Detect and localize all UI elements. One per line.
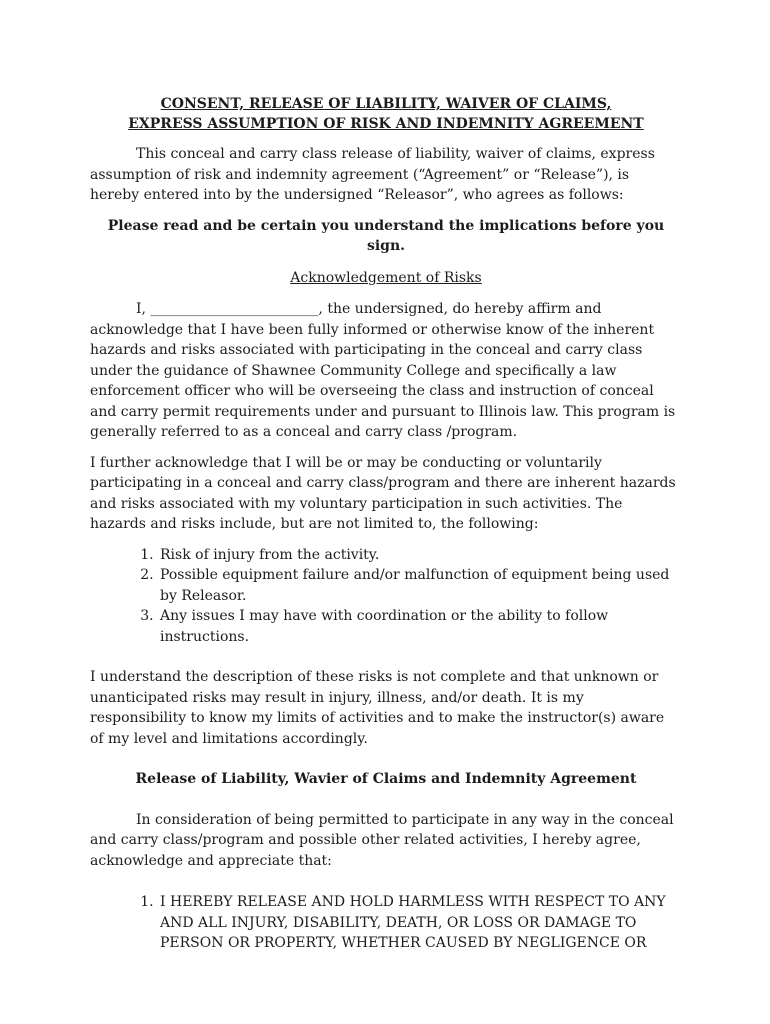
further-acknowledgement-paragraph: I further acknowledge that I will be or may be conducting or voluntarily participating in a conceal and carry class/program and there are inherent hazards and risks associated with my voluntary participation in such activities. The hazards and risks include, but are not limited to, the following: <box>90 454 676 532</box>
understanding-paragraph: I understand the description of these risks is not complete and that unknown or unanticipated risks may result in injury, illness, and/or death. It is my responsibility to know my limits of activities and to make the instructor(s) aware of my level and limitations accordingly. <box>90 669 665 747</box>
sign-notice: Please read and be certain you understand the implications before you sign. <box>107 217 665 254</box>
list-item: 2. Possible equipment failure and/or malfunction of equipment being used by Releasor. <box>158 565 682 606</box>
intro-paragraph: This conceal and carry class release of liability, waiver of claims, express assumption of risk and indemnity agreement (“Agreement” or “Release”), is hereby entered into by the undersigned “Releasor”, who agrees as follows: <box>90 146 655 203</box>
consideration-paragraph: In consideration of being permitted to participate in any way in the conceal and carry class/program and possible other related activities, I hereby agree, acknowledge and appreciate that: <box>90 811 674 869</box>
section-heading-release: Release of Liability, Wavier of Claims and Indemnity Agreement <box>135 771 637 787</box>
acknowledgement-paragraph: I, ________________________, the undersigned, do hereby affirm and acknowledge that I have been fully informed or otherwise know of the inherent hazards and risks associated with participating in the conceal and carry class under the guidance of Shawnee Community College and specifically a law enforcement officer who will be overseeing the class and instruction of conceal and carry permit requirements under and pursuant to Illinois law. This program is generally referred to as a conceal and carry class /program. <box>90 301 676 440</box>
document-body <box>90 94 682 954</box>
section-heading-acknowledgement: Acknowledgement of Risks <box>290 269 482 286</box>
list-item: 1. I HEREBY RELEASE AND HOLD HARMLESS WITH RESPECT TO ANY AND ALL INJURY, DISABILITY, DEATH, OR LOSS OR DAMAGE TO PERSON OR PROPERTY, WHETHER CAUSED BY NEGLIGENCE OR <box>158 892 682 954</box>
release-list <box>90 892 682 954</box>
list-item: 1. Risk of injury from the activity. <box>158 545 682 566</box>
risks-list <box>90 545 682 648</box>
list-item: 3. Any issues I may have with coordination or the ability to follow instructions. <box>158 606 682 647</box>
document-title: CONSENT, RELEASE OF LIABILITY, WAIVER OF CLAIMS, EXPRESS ASSUMPTION OF RISK AND INDEMNITY AGREEMENT <box>128 96 644 132</box>
